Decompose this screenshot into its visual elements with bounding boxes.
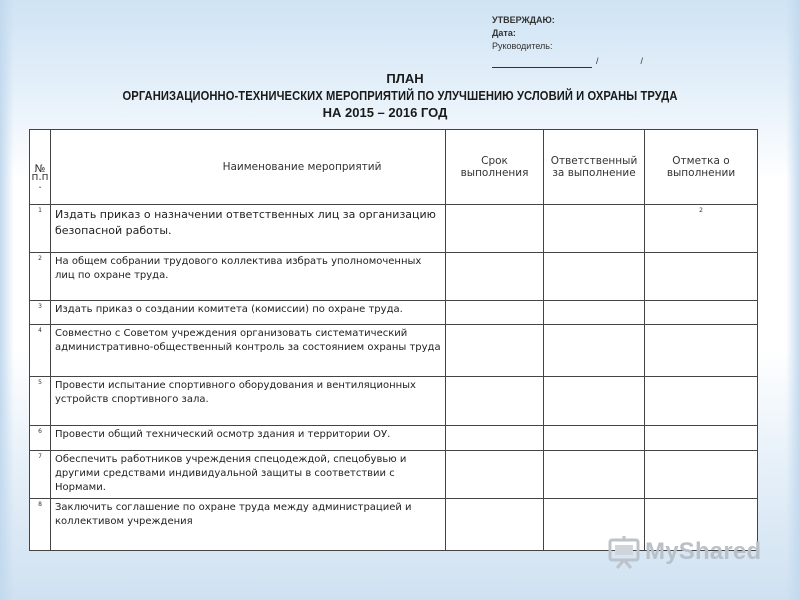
header-name: Наименование мероприятий	[51, 130, 446, 205]
row-num: 4	[30, 325, 51, 377]
signature-slash-2: /	[640, 56, 644, 66]
row-mark	[645, 325, 758, 377]
row-term	[446, 377, 544, 426]
table-row	[30, 325, 758, 377]
row-term	[446, 253, 544, 301]
table-row	[30, 426, 758, 451]
header-responsible: Ответственный за выполнение	[544, 130, 645, 205]
signature-underline	[492, 59, 592, 68]
watermark	[607, 535, 761, 569]
row-num: 6	[30, 426, 51, 451]
row-num: 8	[30, 499, 51, 551]
row-responsible	[544, 377, 645, 426]
table-row	[30, 253, 758, 301]
row-task: Издать приказ о назначении ответственных лиц за организацию безопасной работы.	[51, 205, 446, 253]
table-row	[30, 377, 758, 426]
row-num: 1	[30, 205, 51, 253]
page-title	[0, 70, 800, 121]
row-responsible	[544, 301, 645, 325]
table-row	[30, 301, 758, 325]
row-term	[446, 499, 544, 551]
watermark-text: MyShared	[645, 538, 762, 565]
row-mark	[645, 301, 758, 325]
row-responsible	[544, 205, 645, 253]
signature-slash-1: /	[596, 56, 599, 66]
row-num: 2	[30, 253, 51, 301]
row-mark	[645, 451, 758, 499]
head-label: Руководитель:	[492, 41, 553, 51]
row-task: Провести общий технический осмотр здания и территории ОУ.	[51, 426, 446, 451]
row-task: Провести испытание спортивного оборудования и вентиляционных устройств спортивного зала.	[51, 377, 446, 426]
row-mark: 2	[645, 205, 758, 253]
row-term	[446, 451, 544, 499]
row-responsible	[544, 426, 645, 451]
date-label: Дата:	[492, 28, 516, 38]
signature-line	[492, 55, 643, 68]
row-term	[446, 426, 544, 451]
row-task: На общем собрании трудового коллектива избрать уполномоченных лиц по охране труда.	[51, 253, 446, 301]
title-line-2: ОРГАНИЗАЦИОННО-ТЕХНИЧЕСКИХ МЕРОПРИЯТИЙ ПО УЛУЧШЕНИЮ УСЛОВИЙ И ОХРАНЫ ТРУДА	[122, 88, 678, 103]
row-num: 7	[30, 451, 51, 499]
row-term	[446, 325, 544, 377]
row-responsible	[544, 451, 645, 499]
table-header-row	[30, 130, 758, 205]
row-responsible	[544, 253, 645, 301]
table-row	[30, 205, 758, 253]
plan-table	[29, 129, 758, 551]
approve-label: УТВЕРЖДАЮ:	[492, 15, 555, 25]
approval-block	[492, 14, 643, 68]
row-num: 5	[30, 377, 51, 426]
row-task: Совместно с Советом учреждения организовать систематический административно-общественный контроль за состоянием охраны труда	[51, 325, 446, 377]
table-row	[30, 451, 758, 499]
row-mark	[645, 377, 758, 426]
header-term: Срок выполнения	[446, 130, 544, 205]
row-term	[446, 205, 544, 253]
row-num: 3	[30, 301, 51, 325]
title-line-3: НА 2015 – 2016 ГОД	[322, 105, 448, 120]
row-mark	[645, 426, 758, 451]
row-term	[446, 301, 544, 325]
header-mark: Отметка о выполнении	[645, 130, 758, 205]
title-line-1: ПЛАН	[386, 71, 424, 86]
row-mark	[645, 253, 758, 301]
row-task: Издать приказ о создании комитета (комиссии) по охране труда.	[51, 301, 446, 325]
row-responsible	[544, 325, 645, 377]
header-num: № п.п .	[30, 130, 51, 205]
row-task: Обеспечить работников учреждения спецодеждой, спецобувью и другими средствами индивидуальной защиты в соответствии с Нормами.	[51, 451, 446, 499]
presentation-icon	[607, 535, 641, 569]
row-task: Заключить соглашение по охране труда между администрацией и коллективом учреждения	[51, 499, 446, 551]
